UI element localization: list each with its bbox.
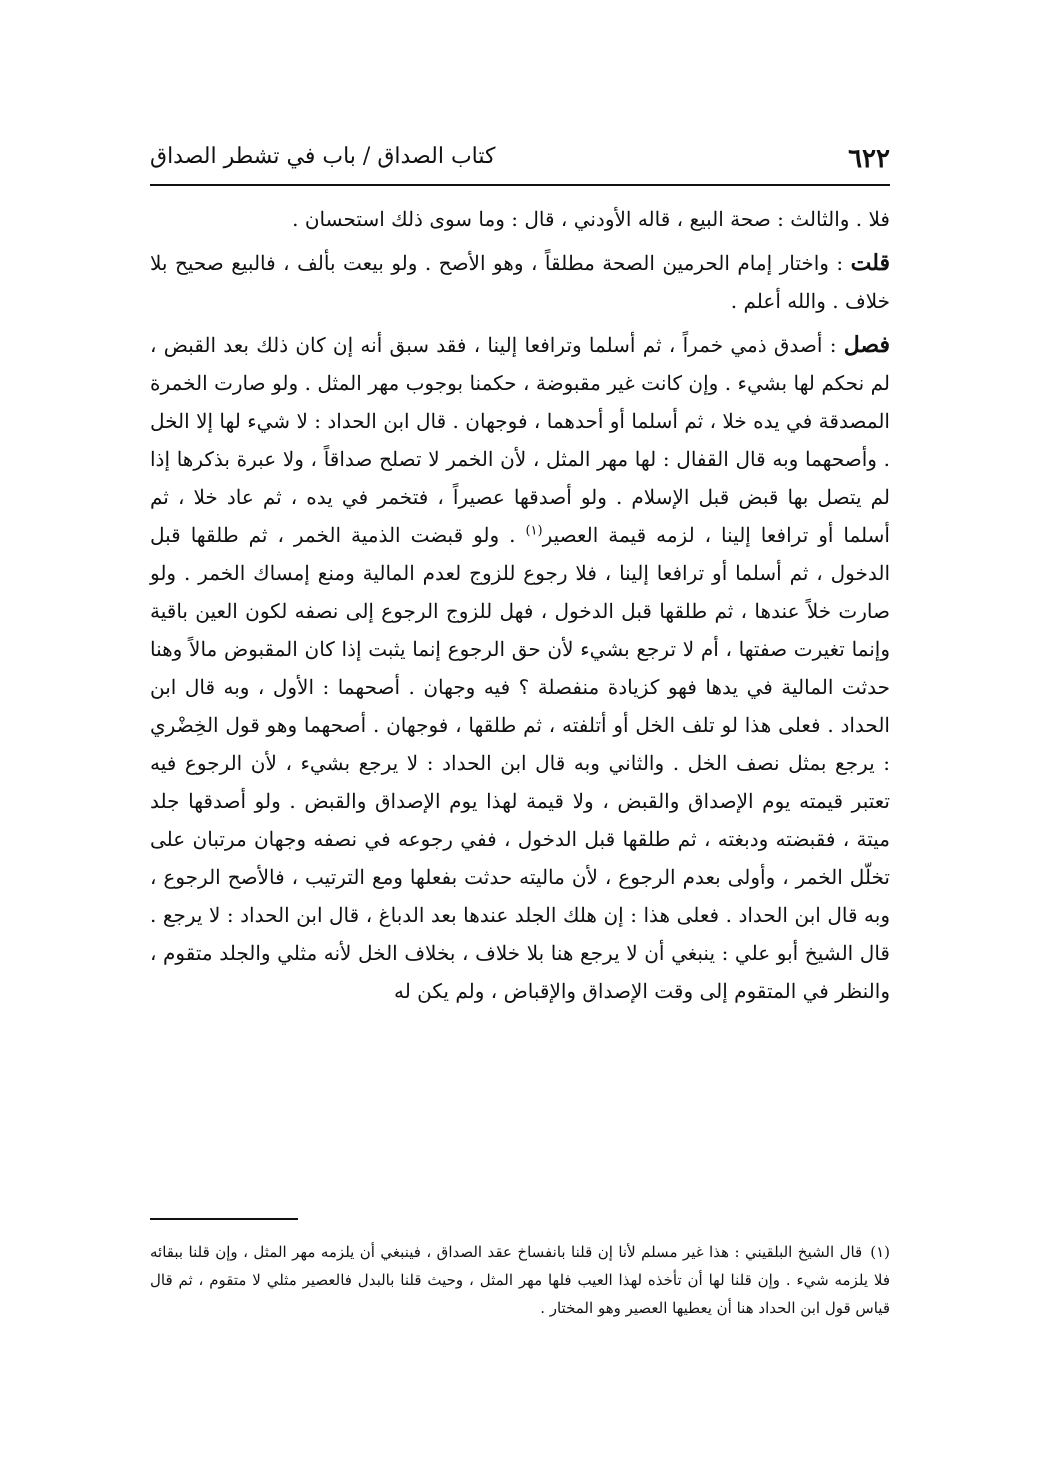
footnote-reference: (١) (525, 523, 543, 539)
paragraph-2-text: : واختار إمام الحرمين الصحة مطلقاً ، وهو الأصح . ولو بيعت بألف ، فالبيع صحيح بلا خلاف . والله أعلم . (150, 251, 890, 313)
running-title: كتاب الصداق / باب في تشطر الصداق (150, 144, 496, 169)
paragraph-3-text-a: : أصدق ذمي خمراً ، ثم أسلما وترافعا إلينا ، فقد سبق أنه إن كان ذلك بعد القبض ، لم نحكم لها بشيء . وإن كانت غير مقبوضة ، حكمنا بوجوب مهر المثل . ولو صارت الخمرة المصدقة في يده خلا ، ثم أسلما أو أحدهما ، فوجهان . قال ابن الحداد : لا شيء لها إلا الخل . وأصحهما وبه قال القفال : لها مهر المثل ، لأن الخمر لا تصلح صداقاً ، ولا عبرة بذكرها إذا لم يتصل بها قبض قبل الإسلام . ولو أصدقها عصيراً ، فتخمر في يده ، ثم عاد خلا ، ثم أسلما أو ترافعا إلينا ، لزمه قيمة العصير (150, 333, 890, 547)
paragraph-2 (150, 244, 890, 320)
footnote-text: قال الشيخ البلقيني : هذا غير مسلم لأنا إن قلنا بانفساخ عقد الصداق ، فينبغي أن يلزمه مهر المثل ، وإن قلنا ببقائه فلا يلزمه شيء . وإن قلنا لها أن تأخذه لهذا العيب فلها مهر المثل ، وحيث قلنا بالبدل فالعصير مثلي لا متقوم ، ثم قال قياس قول ابن الحداد هنا أن يعطيها العصير وهو المختار . (150, 1243, 890, 1317)
footnote (150, 1238, 890, 1322)
paragraph-2-lead: قلت (850, 250, 890, 276)
paragraph-1-text: فلا . والثالث : صحة البيع ، قاله الأودني ، قال : وما سوى ذلك استحسان . (292, 207, 890, 231)
main-text (150, 200, 890, 1016)
footnote-divider (150, 1218, 298, 1220)
page-header (150, 140, 890, 186)
paragraph-3-lead: فصل (843, 332, 890, 358)
footnote-marker: (١) (870, 1243, 890, 1261)
page-number: ٦٢٢ (848, 144, 890, 174)
paragraph-3-text-b: . ولو قبضت الذمية الخمر ، ثم طلقها قبل الدخول ، ثم أسلما أو ترافعا إلينا ، فلا رجوع للزوج لعدم المالية ومنع إمساك الخمر . ولو صارت خلاً عندها ، ثم طلقها قبل الدخول ، فهل للزوج الرجوع إلى نصفه لكون العين باقية وإنما تغيرت صفتها ، أم لا ترجع بشيء لأن حق الرجوع إنما يثبت إذا كان المقبوض مالاً وهنا حدثت المالية في يدها فهو كزيادة منفصلة ؟ فيه وجهان . أصحهما : الأول ، وبه قال ابن الحداد . فعلى هذا لو تلف الخل أو أتلفته ، ثم طلقها ، فوجهان . أصحهما وهو قول الخِضْري : يرجع بمثل نصف الخل . والثاني وبه قال ابن الحداد : لا يرجع بشيء ، لأن الرجوع فيه تعتبر قيمته يوم الإصداق والقبض ، ولا قيمة لهذا يوم الإصداق والقبض . ولو أصدقها جلد ميتة ، فقبضته ودبغته ، ثم طلقها قبل الدخول ، ففي رجوعه في نصفه وجهان مرتبان على تخلّل الخمر ، وأولى بعدم الرجوع ، لأن ماليته حدثت بفعلها ومع الترتيب ، فالأصح الرجوع ، وبه قال ابن الحداد . فعلى هذا : إن هلك الجلد عندها بعد الدباغ ، قال ابن الحداد : لا يرجع . قال الشيخ أبو علي : ينبغي أن لا يرجع هنا بلا خلاف ، بخلاف الخل لأنه مثلي والجلد متقوم ، والنظر في المتقوم إلى وقت الإصداق والإقباض ، ولم يكن له (150, 523, 891, 1003)
paragraph-3 (150, 326, 890, 1010)
paragraph-1 (150, 200, 890, 238)
